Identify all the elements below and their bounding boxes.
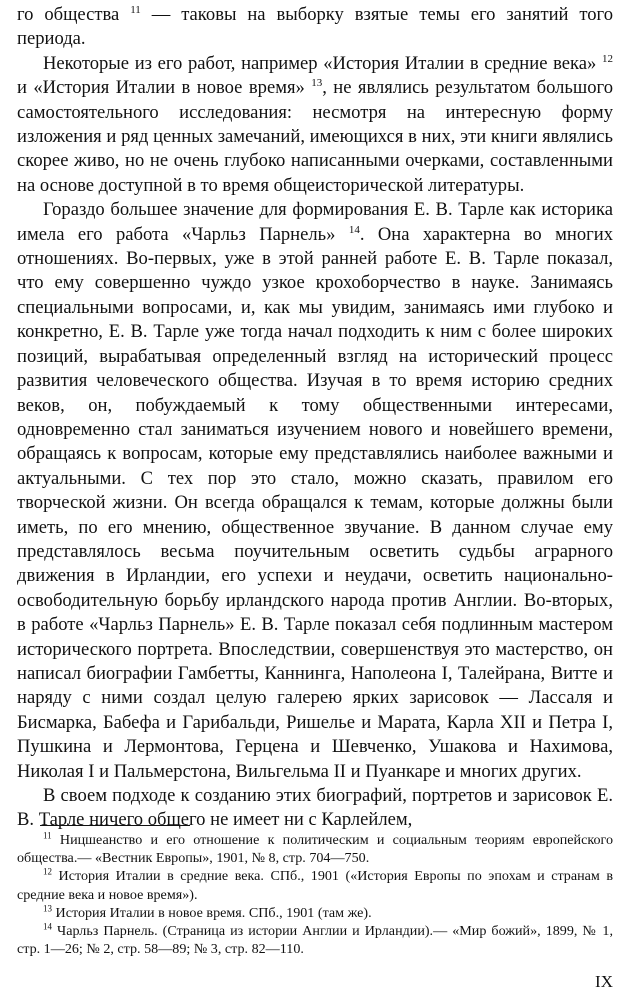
footnote bbox=[17, 922, 613, 958]
paragraph bbox=[17, 3, 613, 52]
footnote bbox=[17, 904, 613, 922]
text-run: Некоторые из его работ, например «История Италии в средние века» bbox=[43, 52, 602, 74]
footnotes bbox=[17, 831, 613, 958]
text-run: В своем подходе к созданию этих биографий, портретов и зарисовок Е. В. Тарле ничего общего не имеет ни с Карлейлем, bbox=[17, 785, 613, 831]
footnote-text: История Италии в новое время. СПб., 1901 (там же). bbox=[55, 904, 372, 921]
page-number: IX bbox=[595, 972, 613, 991]
footnote-text: История Италии в средние века. СПб., 1901 («История Европы по эпохам и странам в средние века и новое время»). bbox=[17, 868, 613, 903]
text-run: го общества bbox=[17, 4, 131, 25]
footnote-ref: 14 bbox=[348, 223, 360, 236]
text-run: — таковы на выборку взятые темы его занятий того периода. bbox=[17, 4, 614, 50]
footnote bbox=[17, 831, 613, 867]
footnote-ref: 13 bbox=[311, 77, 323, 90]
footnote-number: 12 bbox=[43, 866, 52, 877]
text-run: , не являлись результатом большого самостоятельного исследования: несмотря на интересную форму изложения и ряд ценных замечаний, имеющихся в них, эти книги являлись скорее живо, но не очень глубоко написанными очерками, составленными на основе доступной в то время общеисторической литературы. bbox=[17, 77, 613, 196]
footnote-text: Чарльз Парнель. (Страница из истории Англии и Ирландии).— «Мир божий», 1899, № 1, стр. 1—26; № 2, стр. 58—89; № 3, стр. 82—110. bbox=[17, 923, 613, 958]
body-text bbox=[17, 3, 613, 833]
footnote-ref: 12 bbox=[602, 52, 613, 65]
paragraph bbox=[17, 198, 613, 784]
text-run: Гораздо большее значение для формирования Е. В. Тарле как историка имела его работа «Чарльз Парнель» bbox=[17, 199, 613, 245]
footnote-number: 11 bbox=[43, 830, 52, 841]
paragraph bbox=[17, 52, 613, 198]
footnote-separator bbox=[40, 825, 190, 826]
footnote-number: 13 bbox=[43, 903, 52, 914]
footnote bbox=[17, 867, 613, 903]
text-run: . Она характерна во многих отношениях. Во-первых, уже в этой ранней работе Е. В. Тарле показал, что ему совершенно чуждо узкое крохоборчество в науке. Занимаясь специальными вопросами, и, как мы увидим, занимаясь ими глубоко и конкретно, Е. В. Тарле уже тогда начал подходить к ним с более широких позиций, вырабатывая определенный взгляд на исторический процесс развития человеческого общества. Изучая в то время историю средних веков, он, побуждаемый к тому общественными интересами, одновременно стал заниматься изучением нового и новейшего времени, обращаясь к вопросам, которые ему представлялись наиболее важными и актуальными. С тех пор это стало, можно сказать, правилом его творческой жизни. Он всегда обращался к темам, которые должны были иметь, по его мнению, общественное звучание. В данном случае ему представлялось весьма поучительным осветить судьбы аграрного движения в Ирландии, его успехи и неудачи, осветить национально-освободительную борьбу ирландского народа против Англии. Во-вторых, в работе «Чарльз Парнель» Е. В. Тарле показал себя подлинным мастером исторического портрета. Впоследствии, совершенствуя это мастерство, он написал биографии Гамбетты, Каннинга, Наполеона I, Талейрана, Витте и наряду с ними создал целую галерею ярких зарисовок — Лассаля и Бисмарка, Бабефа и Гарибальди, Ришелье и Марата, Карла XII и Петра I, Пушкина и Лермонтова, Герцена и Шевченко, Ушакова и Нахимова, Николая I и Пальмерстона, Вильгельма II и Пуанкаре и многих других. bbox=[17, 223, 613, 782]
footnote-ref: 11 bbox=[130, 3, 141, 16]
footnote-number: 14 bbox=[43, 921, 52, 932]
text-run: и «История Италии в новое время» bbox=[17, 77, 312, 99]
footnote-text: Ницшеанство и его отношение к политическим и социальным теориям европейского общества.— «Вестник Европы», 1901, № 8, стр. 704—750. bbox=[17, 832, 613, 867]
